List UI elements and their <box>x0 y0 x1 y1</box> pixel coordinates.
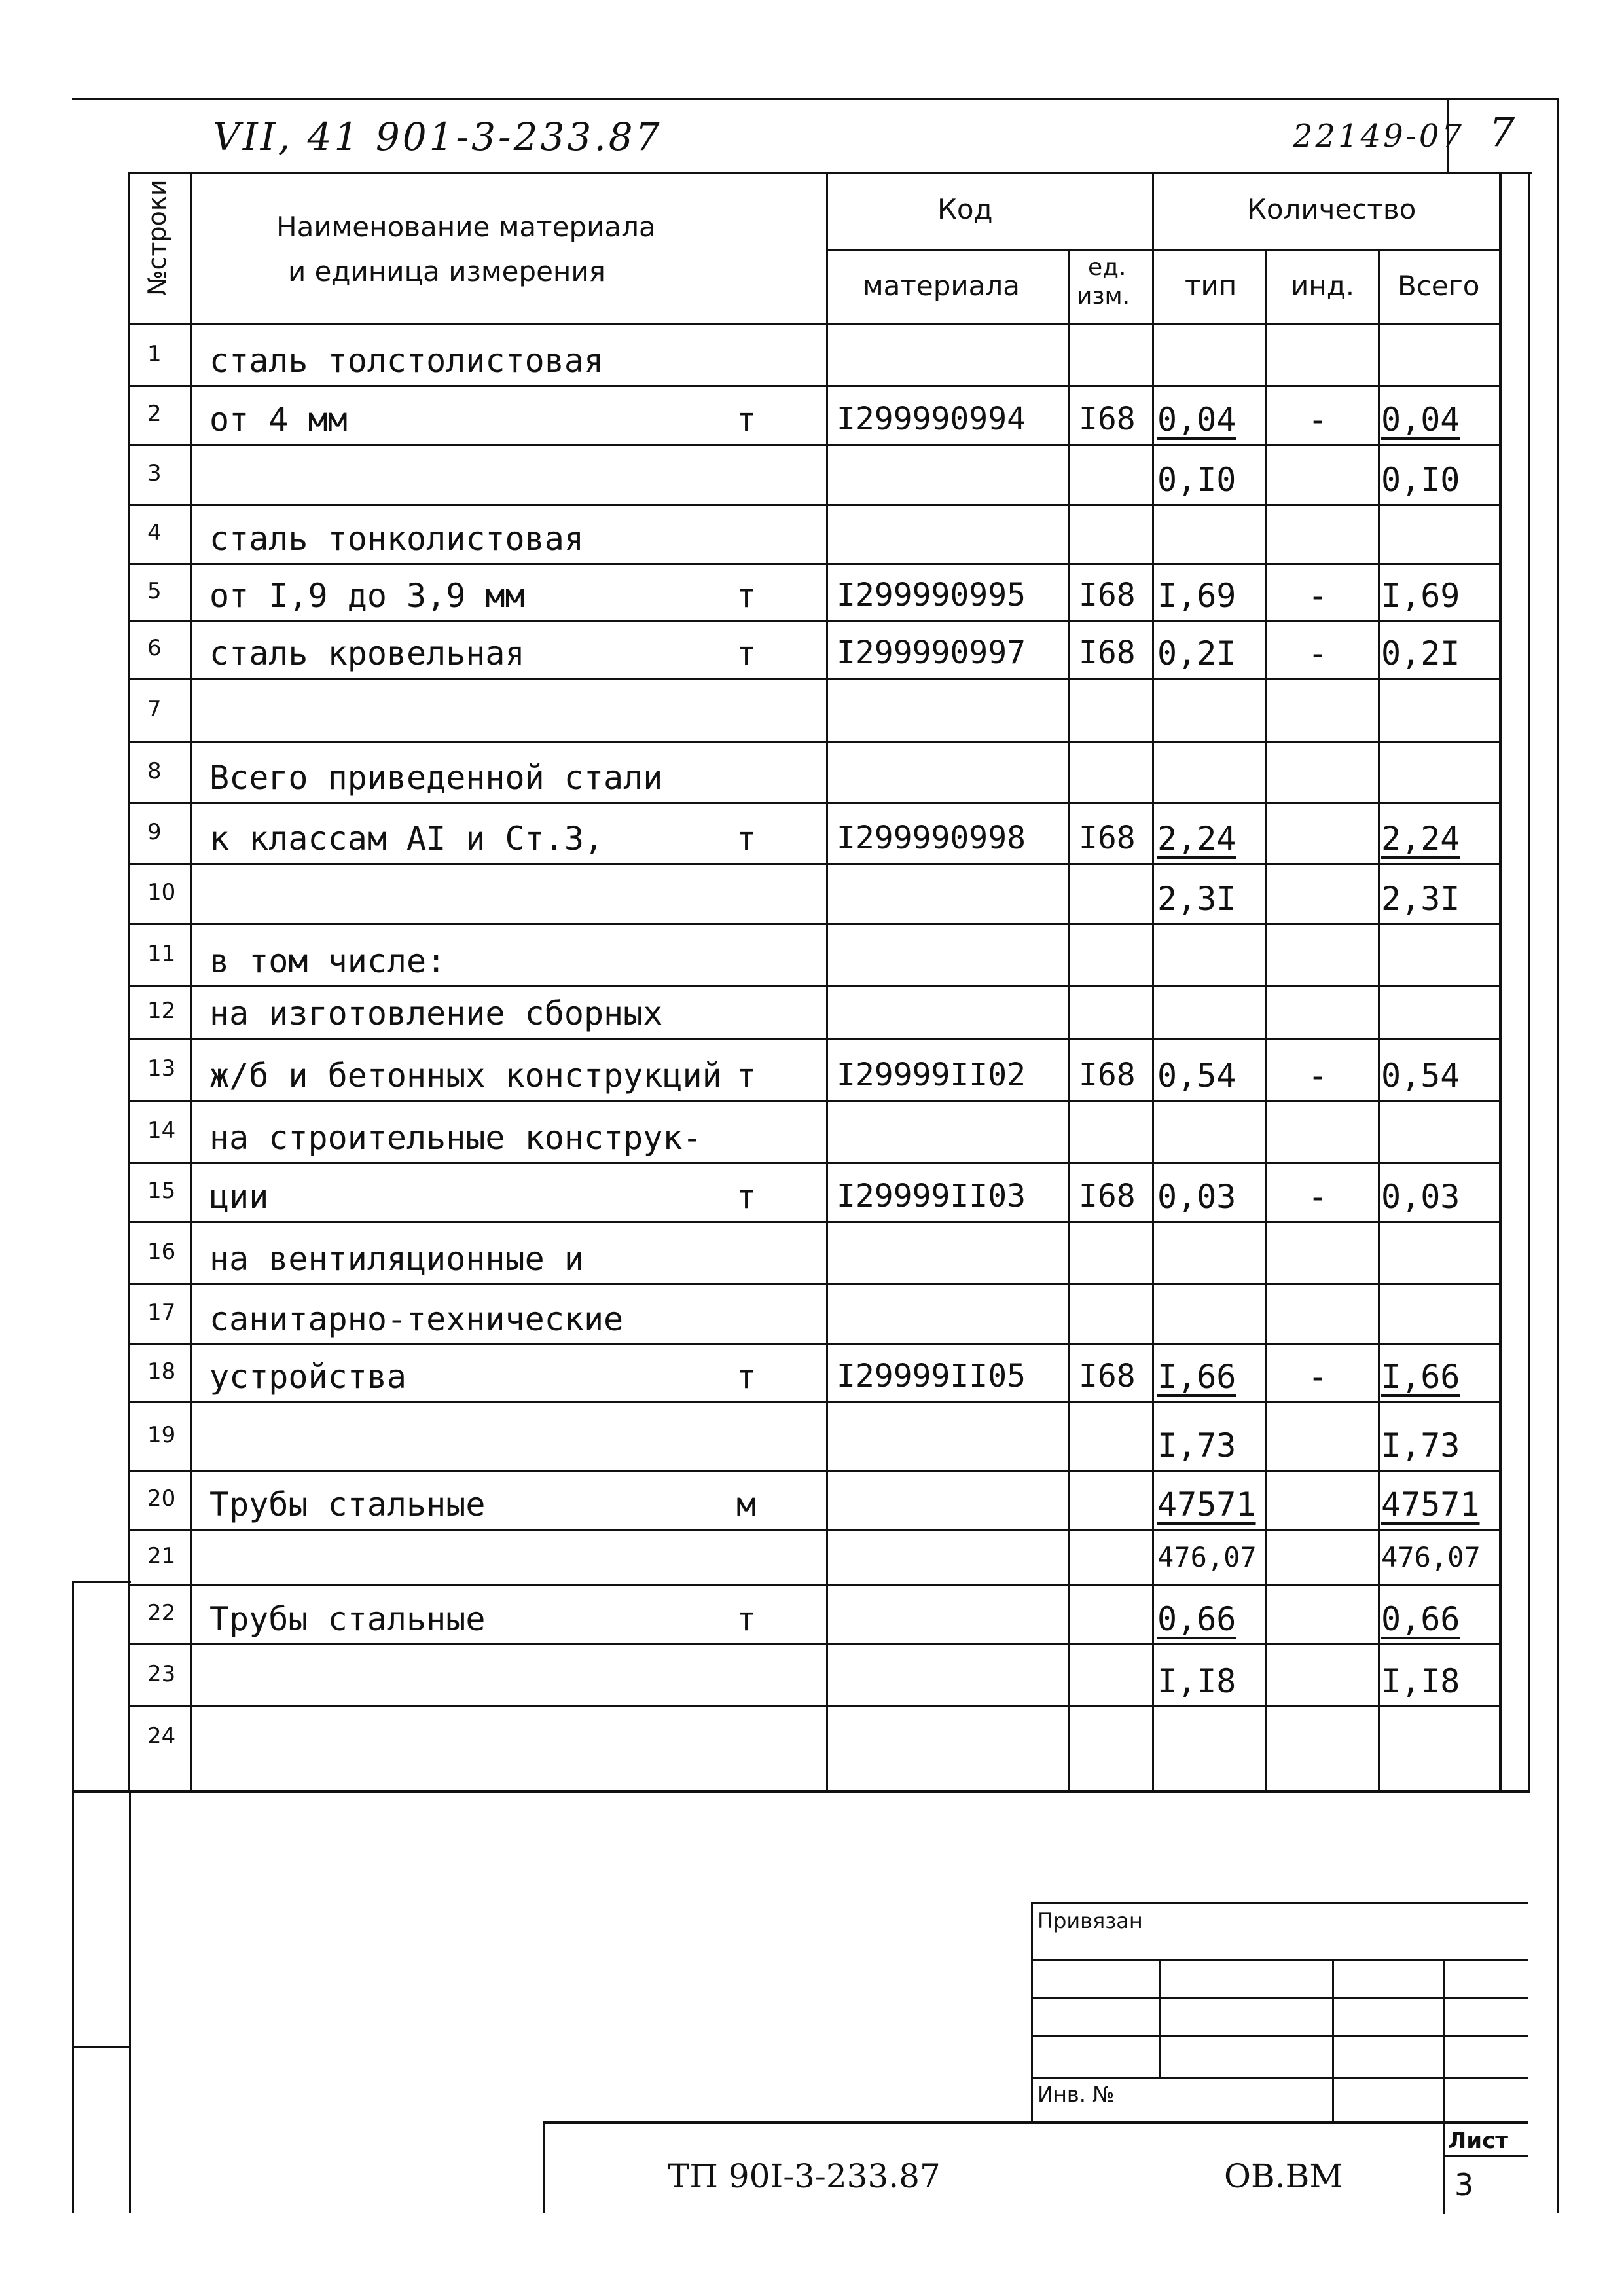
qty-total: 2,3I <box>1381 880 1460 918</box>
top-rule <box>72 98 1558 100</box>
row-number: 12 <box>147 998 176 1024</box>
row-number: 14 <box>147 1117 176 1144</box>
header-code-unit-1: ед. <box>1088 254 1127 281</box>
row-number: 1 <box>147 340 162 367</box>
material-unit: т <box>736 634 757 672</box>
qty-total: 0,2I <box>1381 634 1460 672</box>
row-number: 4 <box>147 520 162 546</box>
unit-code: I68 <box>1079 634 1136 671</box>
material-name: на изготовление сборных <box>209 994 663 1032</box>
material-unit: т <box>736 1057 757 1095</box>
row-number: 20 <box>147 1485 176 1512</box>
material-name: на строительные конструк- <box>209 1119 702 1157</box>
material-name: от I,9 до 3,9 мм <box>209 577 525 615</box>
margin-inner-line <box>129 1790 131 2213</box>
material-name: ции <box>209 1178 269 1216</box>
header-code-unit-2: изм. <box>1077 283 1130 310</box>
margin-tick-1 <box>72 1581 131 1583</box>
material-code: I29999II02 <box>837 1057 1026 1093</box>
material-code: I29999II03 <box>837 1178 1026 1214</box>
qty-type: I,66 <box>1157 1358 1236 1396</box>
header-qty-type: тип <box>1185 270 1237 302</box>
qty-type: I,73 <box>1157 1427 1236 1465</box>
row-number: 2 <box>147 401 162 427</box>
header-code-material: материала <box>863 270 1020 302</box>
qty-total: I,66 <box>1381 1358 1460 1396</box>
qty-type: 0,I0 <box>1157 461 1236 499</box>
header-qty-total: Всего <box>1398 270 1480 302</box>
qty-ind: - <box>1308 1178 1328 1216</box>
material-name: в том числе: <box>209 942 446 980</box>
row-number: 3 <box>147 460 162 486</box>
page-right-border <box>1557 98 1559 2213</box>
header-name-line2: и единица измерения <box>288 255 605 287</box>
row-number: 17 <box>147 1300 176 1326</box>
row-number: 18 <box>147 1358 176 1385</box>
material-name: Трубы стальные <box>209 1485 486 1523</box>
material-name: Всего приведенной стали <box>209 759 663 797</box>
material-name: ж/б и бетонных конструкций <box>209 1057 722 1095</box>
material-code: I299990995 <box>837 577 1026 613</box>
qty-total: 476,07 <box>1381 1541 1481 1573</box>
material-name: от 4 мм <box>209 401 348 439</box>
material-name: санитарно-технические <box>209 1300 624 1338</box>
material-name: сталь тонколистовая <box>209 520 584 558</box>
row-number: 6 <box>147 635 162 661</box>
material-code: I299990998 <box>837 820 1026 856</box>
material-name: Трубы стальные <box>209 1600 486 1638</box>
qty-ind: - <box>1308 577 1328 615</box>
material-code: I299990994 <box>837 401 1026 437</box>
margin-tick-2 <box>72 2046 131 2048</box>
material-unit: т <box>736 1358 757 1396</box>
material-name: на вентиляционные и <box>209 1240 584 1278</box>
sheet-number: 3 <box>1454 2167 1474 2202</box>
sheet-label: Лист <box>1448 2128 1508 2154</box>
qty-type: 476,07 <box>1157 1541 1257 1573</box>
row-number: 11 <box>147 940 176 967</box>
row-number: 16 <box>147 1238 176 1265</box>
row-number: 9 <box>147 818 162 845</box>
qty-total: I,69 <box>1381 577 1460 615</box>
header-quantity: Количество <box>1247 193 1416 225</box>
qty-type: 0,04 <box>1157 401 1236 439</box>
bound-label: Привязан <box>1038 1908 1143 1933</box>
document-mark: ОВ.ВМ <box>1224 2157 1343 2195</box>
qty-total: 0,I0 <box>1381 461 1460 499</box>
unit-code: I68 <box>1079 1057 1136 1093</box>
unit-code: I68 <box>1079 577 1136 613</box>
material-unit: т <box>736 820 757 858</box>
qty-total: 2,24 <box>1381 820 1460 858</box>
unit-code: I68 <box>1079 1358 1136 1394</box>
row-number: 24 <box>147 1722 176 1749</box>
qty-type: 2,24 <box>1157 820 1236 858</box>
archive-number: 22149-07 <box>1293 118 1464 155</box>
qty-total: I,I8 <box>1381 1662 1460 1700</box>
qty-total: 0,04 <box>1381 401 1460 439</box>
unit-code: I68 <box>1079 401 1136 437</box>
qty-ind: - <box>1308 1057 1328 1095</box>
row-number: 21 <box>147 1542 176 1569</box>
material-unit: м <box>736 1485 757 1523</box>
qty-type: 0,66 <box>1157 1600 1236 1638</box>
qty-total: 0,66 <box>1381 1600 1460 1638</box>
material-name: устройства <box>209 1358 407 1396</box>
row-number: 10 <box>147 879 176 905</box>
unit-code: I68 <box>1079 1178 1136 1214</box>
qty-type: 2,3I <box>1157 880 1236 918</box>
row-number: 19 <box>147 1421 176 1448</box>
qty-type: 0,2I <box>1157 634 1236 672</box>
material-code: I29999II05 <box>837 1358 1026 1394</box>
qty-total: 0,54 <box>1381 1057 1460 1095</box>
material-name: к классам AI и Ст.3, <box>209 820 604 858</box>
material-unit: т <box>736 401 757 439</box>
qty-type: 47571 <box>1157 1485 1256 1523</box>
row-number: 22 <box>147 1600 176 1626</box>
page-number: 7 <box>1489 108 1518 156</box>
row-number: 13 <box>147 1055 176 1082</box>
material-code: I299990997 <box>837 634 1026 671</box>
row-number: 23 <box>147 1660 176 1687</box>
qty-ind: - <box>1308 1358 1328 1396</box>
header-name-line1: Наименование материала <box>276 211 656 243</box>
header-qty-ind: инд. <box>1291 270 1355 302</box>
row-number: 5 <box>147 577 162 604</box>
qty-ind: - <box>1308 401 1328 439</box>
header-code: Код <box>937 193 993 225</box>
doc-reference: VII, 41 901-3-233.87 <box>213 115 662 159</box>
qty-total: 47571 <box>1381 1485 1480 1523</box>
material-name: сталь кровельная <box>209 634 525 672</box>
row-number: 7 <box>147 695 162 722</box>
material-unit: т <box>736 577 757 615</box>
header-row-number: №строки <box>143 179 171 296</box>
material-name: сталь толстолистовая <box>209 342 604 380</box>
qty-total: I,73 <box>1381 1427 1460 1465</box>
qty-type: 0,03 <box>1157 1178 1236 1216</box>
inventory-label: Инв. № <box>1038 2082 1115 2107</box>
material-unit: т <box>736 1600 757 1638</box>
document-code: ТП 90I-3-233.87 <box>668 2157 941 2195</box>
qty-type: 0,54 <box>1157 1057 1236 1095</box>
qty-type: I,69 <box>1157 577 1236 615</box>
material-unit: т <box>736 1178 757 1216</box>
left-margin-line <box>72 1581 74 2213</box>
qty-total: 0,03 <box>1381 1178 1460 1216</box>
row-number: 15 <box>147 1178 176 1204</box>
qty-type: I,I8 <box>1157 1662 1236 1700</box>
unit-code: I68 <box>1079 820 1136 856</box>
qty-ind: - <box>1308 634 1328 672</box>
row-number: 8 <box>147 757 162 784</box>
